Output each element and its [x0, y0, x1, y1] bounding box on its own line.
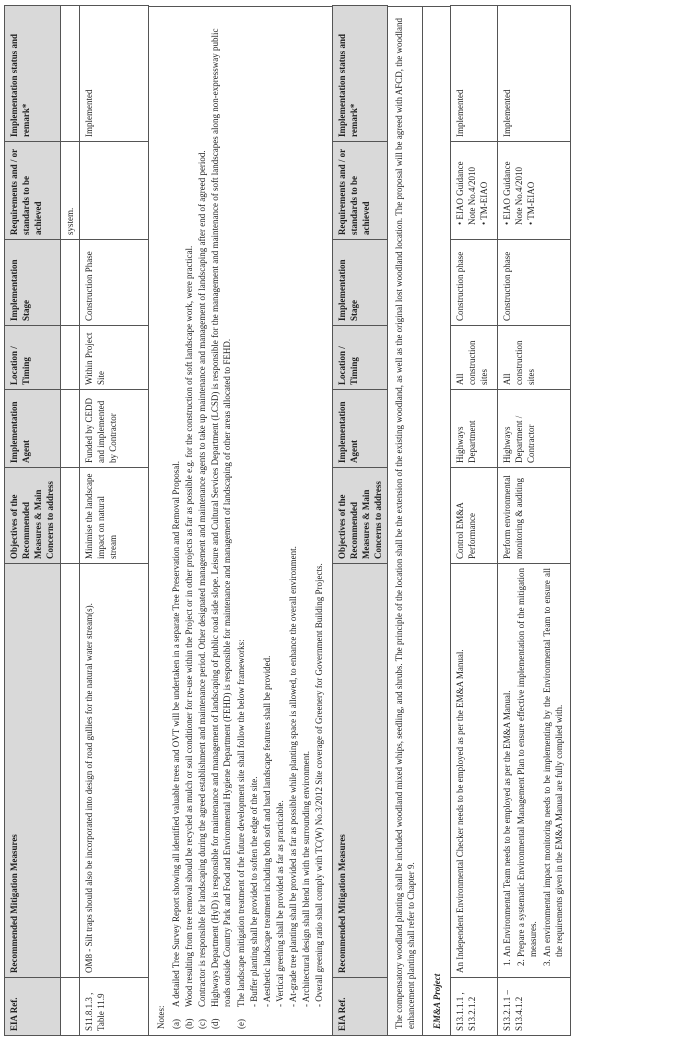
document-frame	[4, 6, 571, 1036]
measure-text: An Independent Environmental Checker needs to be employed as per the EM&A Manual.	[454, 649, 465, 973]
cell-agent: Highways Department	[450, 390, 497, 468]
note-item	[235, 13, 247, 1029]
requirement-item: • EIAO Guidance Note No.4/2010	[501, 146, 525, 225]
note-text: Wood resulting from tree removal should be recycled as mulch or soil conditioner for re-use within the Project or in other projects as far as possible e.g. for the construction of soft landscape work, were practical.	[183, 245, 194, 1007]
note-text: The landscape mitigation treatment of the future development site shall follow the below frameworks:	[235, 639, 246, 1007]
cell-agent: Funded by CEDD and implemented by Contractor	[79, 390, 148, 468]
mitigation-table-bottom	[450, 5, 572, 1036]
cell-measure	[497, 564, 571, 978]
header-requirements: Requirements and / or standards to be achieved	[5, 142, 61, 240]
notes-title: Notes:	[155, 1005, 166, 1029]
note-label: (a)	[170, 1019, 181, 1029]
note-item	[209, 13, 233, 1029]
header-status: Implementation status and remark*	[5, 6, 61, 142]
note-subitem: - Aesthetic landscape treatment including both soft and hard landscape features shall be provided.	[261, 655, 272, 1007]
note-item	[196, 13, 208, 1029]
header-requirements: Requirements and / or standards to be achieved	[332, 142, 388, 240]
header-stage: Implementation Stage	[5, 240, 61, 326]
measure-item: 2. Prepare a systematic Environmental Management Plan to ensure effective implementation of the mitigation measures.	[515, 568, 539, 957]
note-item	[170, 13, 182, 1029]
cell-status: Implemented	[79, 6, 148, 142]
table-header-row	[332, 6, 388, 1036]
table-row	[497, 6, 571, 1036]
note-subitem: - At-grade tree planting shall be provided as far as possible while planting space is allowed, to enhance the overall environment.	[288, 546, 299, 1007]
note-item	[183, 13, 195, 1029]
note-label: (e)	[235, 1019, 246, 1029]
cell-stage: Construction phase	[497, 240, 571, 326]
compensatory-planting-text: The compensatory woodland planting shall be included woodland mixed whips, seedling, and shrubs. The principle of the location shall be the extension of the existing woodland, as well as the original lost woodland location. The proposal will be agreed with AFCD, the woodland enhancement planting shall refer to Chapter 9.	[388, 6, 423, 1036]
requirement-item: • EIAO Guidance Note No.4/2010	[454, 146, 478, 225]
cell-stage: Construction Phase	[79, 240, 148, 326]
cell-requirements	[450, 142, 497, 240]
note-label: (c)	[197, 1019, 208, 1029]
section-title: EM&A Project	[423, 6, 449, 1036]
requirement-item: • TM-EIAO	[525, 146, 537, 225]
cell-location: All construction sites	[450, 326, 497, 390]
cell-requirements	[497, 142, 571, 240]
header-location: Location / Timing	[332, 326, 388, 390]
cell-ref: S13.1.1.1 , S13.2.1.2	[450, 978, 497, 1036]
header-measures: Recommended Mitigation Measures	[332, 564, 388, 978]
header-objectives: Objectives of the Recommended Measures & Main Concerns to address	[5, 468, 61, 564]
cell-status: Implemented	[450, 6, 497, 142]
header-agent: Implementation Agent	[5, 390, 61, 468]
table-header-row	[5, 6, 61, 1036]
header-status: Implementation status and remark*	[332, 6, 388, 142]
note-text: Contractor is responsible for landscaping during the agreed establishment and maintenance period. Other designated management and maintenance agents to take up maintenance and management of landscaping after end of agreed period.	[197, 150, 208, 1007]
measure-item: 1. An Environmental Team needs to be employed as per the EM&A Manual.	[501, 568, 513, 957]
mitigation-table-top	[4, 5, 149, 1036]
header-measures: Recommended Mitigation Measures	[5, 564, 61, 978]
cell-objective: Minimise the landscape impact on natural stream	[79, 468, 148, 564]
mitigation-table-header-repeat	[332, 5, 389, 1036]
notes-block	[149, 6, 332, 1036]
note-text: A detailed Tree Survey Report showing all identified valuable trees and OVT will be undertaken in a separate Tree Preservation and Removal Proposal.	[170, 461, 181, 1007]
cell-status: Implemented	[497, 6, 571, 142]
header-eia-ref: EIA Ref.	[5, 978, 61, 1036]
note-subitems	[248, 13, 326, 1007]
cell-requirements: system.	[60, 142, 79, 240]
header-objectives: Objectives of the Recommended Measures & Main Concerns to address	[332, 468, 388, 564]
note-subitem: - Buffer planting shall be provided to soften the edge of the site.	[248, 776, 259, 1007]
cell-objective: Perform environmental monitoring & auditing	[497, 468, 571, 564]
requirement-item: • TM-EIAO	[478, 146, 490, 225]
measure-item: 3. An environmental impact monitoring needs to be implementing by the Environmental Team to ensure all the requirements given in the EM&A Manual are fully complied with.	[541, 568, 565, 957]
cell-agent: Highways Department / Contractor	[497, 390, 571, 468]
cell-objective: Control EM&A Performance	[450, 468, 497, 564]
note-label: (b)	[183, 1018, 194, 1029]
header-stage: Implementation Stage	[332, 240, 388, 326]
cell-location: All construction sites	[497, 326, 571, 390]
note-label: (d)	[210, 1018, 221, 1029]
header-agent: Implementation Agent	[332, 390, 388, 468]
header-location: Location / Timing	[5, 326, 61, 390]
table-row	[79, 6, 148, 1036]
cell-location: Within Project Site	[79, 326, 148, 390]
cell-ref: S11.8.1.3 , Table 11.9	[79, 978, 148, 1036]
table-row-continued	[60, 6, 79, 1036]
cell-measure	[450, 564, 497, 978]
header-eia-ref: EIA Ref.	[332, 978, 388, 1036]
cell-measure: OM8 - Silt traps should also be incorporated into design of road gullies for the natural water stream(s).	[79, 564, 148, 978]
cell-ref: S13.2.1.1 – S13.4.1.2	[497, 978, 571, 1036]
note-subitem: - Vertical greening shall be provided as far as practicable.	[274, 800, 285, 1007]
note-subitem: - Overall greening ratio shall comply with TC(W) No.3/2012 Site coverage of Greenery for Government Building Projects.	[314, 563, 325, 1007]
note-subitem: - Architectural design shall blend in with the surrounding environment.	[301, 751, 312, 1007]
table-row	[450, 6, 497, 1036]
cell-stage: Construction phase	[450, 240, 497, 326]
note-text: Highways Department (HyD) is responsible for maintenance and management of landscaping of public road side slope. Leisure and Cultural Services Department (LCSD) is responsible for the management and maintenance of soft landscapes along non-expressway public roads outside Country Park and Food and Environmental Hygiene Department (FEHD) is responsible for maintenance and management of landscaping of other areas allocated to FEHD.	[210, 28, 233, 1007]
cell-requirements	[79, 142, 148, 240]
